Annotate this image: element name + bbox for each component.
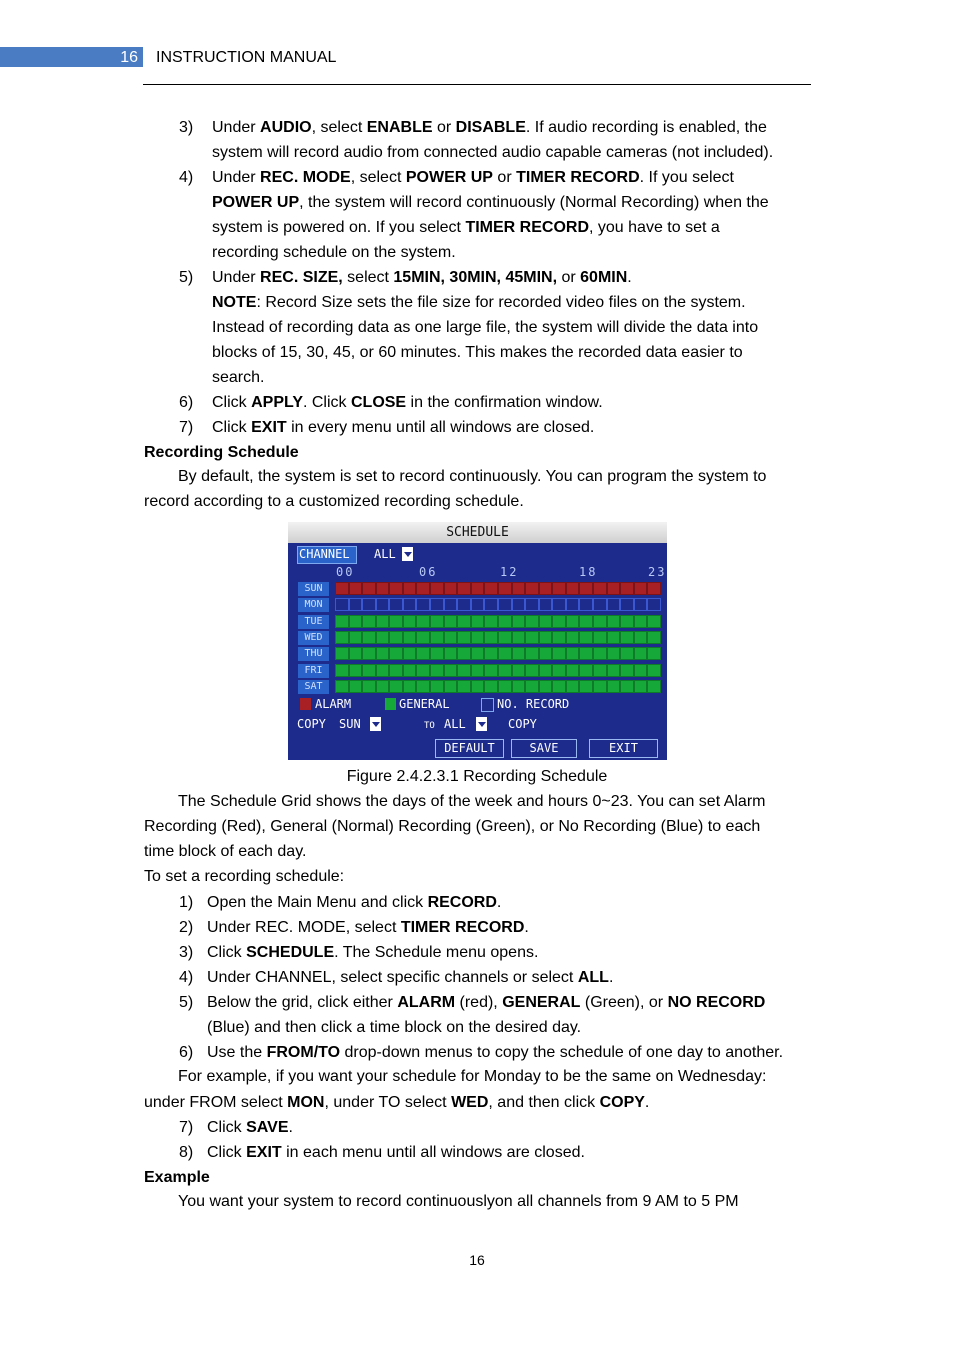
- time-block[interactable]: [471, 664, 485, 677]
- time-block[interactable]: [525, 647, 539, 660]
- time-block[interactable]: [389, 680, 403, 693]
- time-block[interactable]: [362, 615, 376, 628]
- time-block[interactable]: [335, 664, 349, 677]
- step-text-line: Under REC. SIZE, select 15MIN, 30MIN, 45MIN, or 60MIN.: [212, 269, 632, 286]
- hour-label: 06: [419, 565, 438, 579]
- time-block[interactable]: [457, 664, 471, 677]
- day-label: SUN: [298, 582, 329, 596]
- header-rule: [143, 84, 811, 85]
- alarm-swatch[interactable]: [300, 698, 311, 710]
- time-block[interactable]: [607, 615, 621, 628]
- time-block[interactable]: [566, 598, 580, 611]
- default-button[interactable]: DEFAULT: [435, 739, 504, 758]
- time-block[interactable]: [457, 598, 471, 611]
- step-number: 6): [179, 1044, 194, 1061]
- schedule-row: [335, 615, 661, 628]
- time-block[interactable]: [566, 631, 580, 644]
- time-block[interactable]: [607, 647, 621, 660]
- time-block[interactable]: [525, 631, 539, 644]
- time-block[interactable]: [512, 680, 526, 693]
- time-block[interactable]: [416, 664, 430, 677]
- time-block[interactable]: [634, 582, 648, 595]
- figure-caption: Figure 2.4.2.3.1 Recording Schedule: [346, 768, 608, 785]
- step-text-line: Under REC. MODE, select POWER UP or TIMER RECORD. If you select: [212, 169, 734, 186]
- time-block[interactable]: [430, 664, 444, 677]
- time-block[interactable]: [647, 680, 661, 693]
- time-block[interactable]: [512, 598, 526, 611]
- time-block[interactable]: [579, 664, 593, 677]
- time-block[interactable]: [634, 615, 648, 628]
- time-block[interactable]: [620, 680, 634, 693]
- time-block[interactable]: [498, 680, 512, 693]
- time-block[interactable]: [471, 582, 485, 595]
- step-number: 5): [179, 269, 194, 286]
- time-block[interactable]: [539, 615, 553, 628]
- time-block[interactable]: [647, 647, 661, 660]
- step-number: 8): [179, 1144, 194, 1161]
- time-block[interactable]: [430, 647, 444, 660]
- example-heading: Example: [144, 1169, 210, 1186]
- copy-from-dropdown-icon[interactable]: [370, 717, 381, 731]
- time-block[interactable]: [512, 664, 526, 677]
- time-block[interactable]: [498, 598, 512, 611]
- time-block[interactable]: [566, 582, 580, 595]
- time-block[interactable]: [457, 647, 471, 660]
- legend-no-record[interactable]: NO. RECORD: [497, 697, 570, 711]
- time-block[interactable]: [620, 582, 634, 595]
- time-block[interactable]: [512, 647, 526, 660]
- time-block[interactable]: [471, 631, 485, 644]
- time-block[interactable]: [552, 598, 566, 611]
- time-block[interactable]: [349, 615, 363, 628]
- time-block[interactable]: [647, 598, 661, 611]
- time-block[interactable]: [539, 680, 553, 693]
- time-block[interactable]: [376, 582, 390, 595]
- time-block[interactable]: [552, 582, 566, 595]
- time-block[interactable]: [525, 598, 539, 611]
- copy-from-value[interactable]: SUN: [339, 717, 361, 731]
- time-block[interactable]: [566, 647, 580, 660]
- time-block[interactable]: [444, 598, 458, 611]
- time-block[interactable]: [498, 615, 512, 628]
- time-block[interactable]: [539, 631, 553, 644]
- time-block[interactable]: [498, 647, 512, 660]
- channel-dropdown-icon[interactable]: [402, 547, 413, 561]
- time-block[interactable]: [403, 598, 417, 611]
- time-block[interactable]: [376, 598, 390, 611]
- figure-title-bar: [288, 522, 667, 543]
- time-block[interactable]: [634, 680, 648, 693]
- time-block[interactable]: [539, 582, 553, 595]
- time-block[interactable]: [647, 582, 661, 595]
- time-block[interactable]: [512, 615, 526, 628]
- example-line: You want your system to record continuouslyon all channels from 9 AM to 5 PM: [178, 1193, 739, 1210]
- step-text-line: NOTE: Record Size sets the file size for recorded video files on the system.: [212, 294, 746, 311]
- day-label: WED: [298, 631, 329, 645]
- time-block[interactable]: [498, 582, 512, 595]
- time-block[interactable]: [457, 680, 471, 693]
- step-text-line: Click SAVE.: [207, 1119, 293, 1136]
- time-block[interactable]: [620, 631, 634, 644]
- time-block[interactable]: [593, 664, 607, 677]
- time-block[interactable]: [457, 582, 471, 595]
- header-page-number: 16: [120, 49, 138, 66]
- time-block[interactable]: [389, 664, 403, 677]
- time-block[interactable]: [376, 647, 390, 660]
- figure-title: SCHEDULE: [446, 525, 509, 540]
- section-paragraph-line: record according to a customized recording schedule.: [144, 493, 524, 510]
- time-block[interactable]: [335, 680, 349, 693]
- time-block[interactable]: [620, 664, 634, 677]
- time-block[interactable]: [389, 631, 403, 644]
- time-block[interactable]: [552, 631, 566, 644]
- time-block[interactable]: [471, 598, 485, 611]
- time-block[interactable]: [620, 647, 634, 660]
- time-block[interactable]: [647, 664, 661, 677]
- step-number: 2): [179, 919, 194, 936]
- time-block[interactable]: [607, 631, 621, 644]
- to-set-heading: To set a recording schedule:: [144, 868, 345, 885]
- time-block[interactable]: [593, 631, 607, 644]
- time-block[interactable]: [539, 598, 553, 611]
- day-label: TUE: [298, 615, 329, 629]
- time-block[interactable]: [403, 647, 417, 660]
- step-number: 3): [179, 944, 194, 961]
- time-block[interactable]: [362, 631, 376, 644]
- time-block[interactable]: [471, 647, 485, 660]
- time-block[interactable]: [362, 680, 376, 693]
- channel-label: CHANNEL: [299, 547, 350, 561]
- copy-to-value[interactable]: ALL: [444, 717, 466, 731]
- time-block[interactable]: [376, 631, 390, 644]
- time-block[interactable]: [403, 631, 417, 644]
- time-block[interactable]: [484, 582, 498, 595]
- time-block[interactable]: [471, 615, 485, 628]
- time-block[interactable]: [403, 680, 417, 693]
- time-block[interactable]: [349, 631, 363, 644]
- time-block[interactable]: [593, 647, 607, 660]
- time-block[interactable]: [579, 615, 593, 628]
- time-block[interactable]: [335, 615, 349, 628]
- time-block[interactable]: [647, 615, 661, 628]
- time-block[interactable]: [498, 664, 512, 677]
- time-block[interactable]: [498, 631, 512, 644]
- header-title: INSTRUCTION MANUAL: [156, 49, 337, 66]
- time-block[interactable]: [579, 631, 593, 644]
- time-block[interactable]: [579, 582, 593, 595]
- time-block[interactable]: [430, 582, 444, 595]
- step-text-line: Use the FROM/TO drop-down menus to copy the schedule of one day to another.: [207, 1044, 784, 1061]
- hour-label: 23: [648, 565, 667, 579]
- time-block[interactable]: [416, 598, 430, 611]
- step-number: 3): [179, 119, 194, 136]
- day-label: MON: [298, 598, 329, 612]
- channel-value[interactable]: ALL: [374, 547, 396, 561]
- time-block[interactable]: [389, 598, 403, 611]
- time-block[interactable]: [607, 680, 621, 693]
- grid-paragraph-line: time block of each day.: [144, 843, 307, 860]
- time-block[interactable]: [416, 582, 430, 595]
- step-text-line: Under CHANNEL, select specific channels or select ALL.: [207, 969, 614, 986]
- exit-button[interactable]: EXIT: [589, 739, 658, 758]
- legend-general[interactable]: GENERAL: [399, 697, 450, 711]
- time-block[interactable]: [484, 647, 498, 660]
- step-text-line: Instead of recording data as one large file, the system will divide the data into: [212, 319, 759, 336]
- section-paragraph-line: By default, the system is set to record continuously. You can program the system to: [178, 468, 767, 485]
- to-label: TO: [424, 721, 435, 731]
- step-number: 7): [179, 419, 194, 436]
- step-text-line: system is powered on. If you select TIMER RECORD, you have to set a: [212, 219, 720, 236]
- time-block[interactable]: [335, 647, 349, 660]
- no-record-swatch[interactable]: [481, 698, 494, 712]
- copy-to-dropdown-icon[interactable]: [476, 717, 487, 731]
- time-block[interactable]: [607, 664, 621, 677]
- time-block[interactable]: [593, 582, 607, 595]
- time-block[interactable]: [376, 664, 390, 677]
- time-block[interactable]: [607, 582, 621, 595]
- hour-label: 12: [500, 565, 519, 579]
- step-number: 4): [179, 969, 194, 986]
- time-block[interactable]: [416, 631, 430, 644]
- day-label: THU: [298, 647, 329, 661]
- copy-button[interactable]: COPY: [508, 717, 537, 731]
- time-block[interactable]: [620, 615, 634, 628]
- step-text-line: Click APPLY. Click CLOSE in the confirmation window.: [212, 394, 603, 411]
- time-block[interactable]: [376, 615, 390, 628]
- time-block[interactable]: [471, 680, 485, 693]
- time-block[interactable]: [579, 598, 593, 611]
- time-block[interactable]: [634, 664, 648, 677]
- schedule-row: [335, 680, 661, 693]
- time-block[interactable]: [512, 631, 526, 644]
- time-block[interactable]: [566, 664, 580, 677]
- step-text-line: Click EXIT in each menu until all windows are closed.: [207, 1144, 585, 1161]
- time-block[interactable]: [389, 615, 403, 628]
- time-block[interactable]: [416, 647, 430, 660]
- grid-paragraph-line: Recording (Red), General (Normal) Recording (Green), or No Recording (Blue) to each: [144, 818, 761, 835]
- time-block[interactable]: [430, 615, 444, 628]
- step-text-line: recording schedule on the system.: [212, 244, 456, 261]
- time-block[interactable]: [579, 647, 593, 660]
- step-text-line: Click SCHEDULE. The Schedule menu opens.: [207, 944, 539, 961]
- hour-label: 00: [336, 565, 355, 579]
- schedule-figure: [288, 522, 667, 760]
- step-number: 4): [179, 169, 194, 186]
- time-block[interactable]: [349, 647, 363, 660]
- copy-label: COPY: [297, 717, 326, 731]
- example-copy-line: For example, if you want your schedule for Monday to be the same on Wednesday:: [178, 1068, 767, 1085]
- step-number: 6): [179, 394, 194, 411]
- time-block[interactable]: [620, 598, 634, 611]
- time-block[interactable]: [416, 680, 430, 693]
- time-block[interactable]: [457, 615, 471, 628]
- step-number: 5): [179, 994, 194, 1011]
- step-text-line: Below the grid, click either ALARM (red), GENERAL (Green), or NO RECORD: [207, 994, 766, 1011]
- time-block[interactable]: [362, 598, 376, 611]
- step-text-line: system will record audio from connected audio capable cameras (not included).: [212, 144, 774, 161]
- time-block[interactable]: [647, 631, 661, 644]
- time-block[interactable]: [539, 664, 553, 677]
- time-block[interactable]: [566, 615, 580, 628]
- day-label: SAT: [298, 680, 329, 694]
- time-block[interactable]: [634, 647, 648, 660]
- time-block[interactable]: [634, 631, 648, 644]
- example-copy-line: under FROM select MON, under TO select WED, and then click COPY.: [144, 1094, 650, 1111]
- step-text-line: Click EXIT in every menu until all windows are closed.: [212, 419, 595, 436]
- time-block[interactable]: [416, 615, 430, 628]
- schedule-row: [335, 647, 661, 660]
- time-block[interactable]: [430, 598, 444, 611]
- time-block[interactable]: [512, 582, 526, 595]
- step-text-line: blocks of 15, 30, 45, or 60 minutes. This makes the recorded data easier to: [212, 344, 743, 361]
- time-block[interactable]: [389, 647, 403, 660]
- time-block[interactable]: [484, 664, 498, 677]
- time-block[interactable]: [484, 615, 498, 628]
- general-swatch[interactable]: [385, 698, 396, 710]
- step-text-line: Under AUDIO, select ENABLE or DISABLE. If audio recording is enabled, the: [212, 119, 767, 136]
- time-block[interactable]: [593, 598, 607, 611]
- step-text-line: POWER UP, the system will record continuously (Normal Recording) when the: [212, 194, 769, 211]
- time-block[interactable]: [484, 631, 498, 644]
- time-block[interactable]: [362, 664, 376, 677]
- time-block[interactable]: [349, 664, 363, 677]
- step-text-line: Open the Main Menu and click RECORD.: [207, 894, 502, 911]
- time-block[interactable]: [634, 598, 648, 611]
- time-block[interactable]: [403, 615, 417, 628]
- time-block[interactable]: [444, 582, 458, 595]
- time-block[interactable]: [484, 598, 498, 611]
- save-button[interactable]: SAVE: [511, 739, 577, 758]
- footer-page-number: 16: [469, 1252, 485, 1268]
- time-block[interactable]: [444, 647, 458, 660]
- time-block[interactable]: [552, 680, 566, 693]
- time-block[interactable]: [444, 680, 458, 693]
- time-block[interactable]: [444, 631, 458, 644]
- time-block[interactable]: [525, 664, 539, 677]
- grid-paragraph-line: The Schedule Grid shows the days of the week and hours 0~23. You can set Alarm: [178, 793, 766, 810]
- time-block[interactable]: [525, 615, 539, 628]
- time-block[interactable]: [607, 598, 621, 611]
- section-heading-recording-schedule: Recording Schedule: [144, 444, 299, 461]
- time-block[interactable]: [362, 647, 376, 660]
- time-block[interactable]: [552, 664, 566, 677]
- step-number: 7): [179, 1119, 194, 1136]
- schedule-row: [335, 664, 661, 677]
- time-block[interactable]: [566, 680, 580, 693]
- time-block[interactable]: [579, 680, 593, 693]
- time-block[interactable]: [539, 647, 553, 660]
- step-text-line: search.: [212, 369, 265, 386]
- day-label: FRI: [298, 664, 329, 678]
- time-block[interactable]: [552, 615, 566, 628]
- time-block[interactable]: [362, 582, 376, 595]
- time-block[interactable]: [349, 582, 363, 595]
- time-block[interactable]: [430, 680, 444, 693]
- time-block[interactable]: [389, 582, 403, 595]
- step-number: 1): [179, 894, 194, 911]
- schedule-row: [335, 598, 661, 611]
- schedule-row: [335, 631, 661, 644]
- hour-label: 18: [579, 565, 598, 579]
- time-block[interactable]: [593, 615, 607, 628]
- time-block[interactable]: [349, 680, 363, 693]
- time-block[interactable]: [403, 664, 417, 677]
- step-text-line: (Blue) and then click a time block on the desired day.: [207, 1019, 582, 1036]
- time-block[interactable]: [335, 598, 349, 611]
- time-block[interactable]: [525, 680, 539, 693]
- time-block[interactable]: [335, 631, 349, 644]
- schedule-row: [335, 582, 661, 595]
- time-block[interactable]: [335, 582, 349, 595]
- time-block[interactable]: [484, 680, 498, 693]
- time-block[interactable]: [376, 680, 390, 693]
- time-block[interactable]: [457, 631, 471, 644]
- time-block[interactable]: [444, 615, 458, 628]
- time-block[interactable]: [525, 582, 539, 595]
- time-block[interactable]: [593, 680, 607, 693]
- step-text-line: Under REC. MODE, select TIMER RECORD.: [207, 919, 529, 936]
- time-block[interactable]: [444, 664, 458, 677]
- legend-alarm[interactable]: ALARM: [315, 697, 352, 711]
- time-block[interactable]: [430, 631, 444, 644]
- time-block[interactable]: [403, 582, 417, 595]
- time-block[interactable]: [552, 647, 566, 660]
- time-block[interactable]: [349, 598, 363, 611]
